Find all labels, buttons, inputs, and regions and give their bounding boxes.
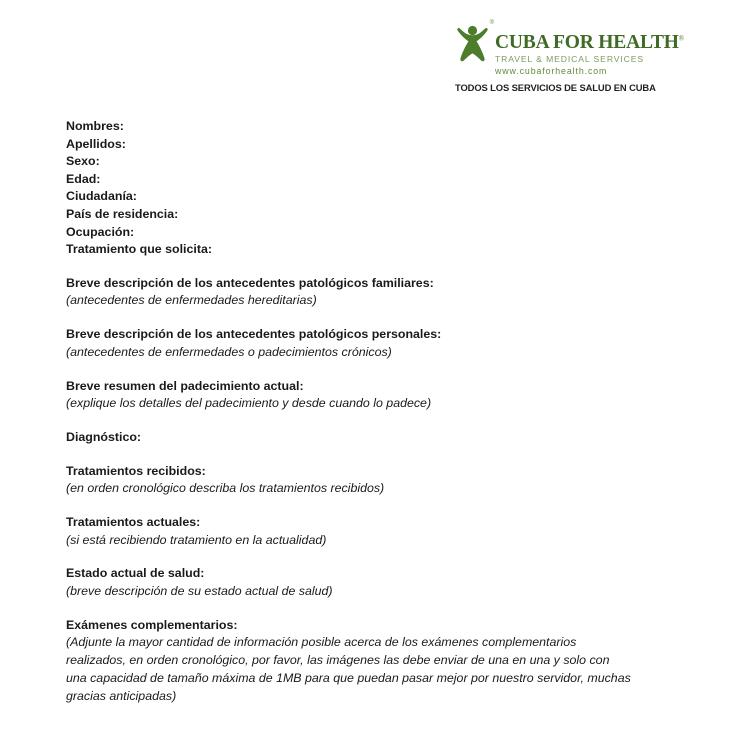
field-label-edad: Edad: bbox=[66, 171, 101, 186]
logo-brand-text: CUBA FOR HEALTH bbox=[495, 32, 679, 53]
personal-fields-list bbox=[66, 118, 686, 259]
section-note: (Adjunte la mayor cantidad de información posible acerca de los exámenes complementarios realizados, en orden cronológico, por favor, las imágenes las debe enviar de una en una y solo con una capacidad de tamaño máxima de 1MB para que puedan pasar mejor por nuestro servidor, muchas gracias anticipadas) bbox=[66, 635, 631, 703]
form-body bbox=[66, 118, 686, 705]
logo-tagline: TODOS LOS SERVICIOS DE SALUD EN CUBA bbox=[455, 81, 656, 93]
section-note: (antecedentes de enfermedades o padecimientos crónicos) bbox=[66, 344, 392, 359]
section-padecimiento-actual bbox=[66, 378, 686, 413]
section-examenes-complementarios bbox=[66, 617, 686, 706]
section-heading: Exámenes complementarios: bbox=[66, 617, 238, 632]
field-label-sexo: Sexo: bbox=[66, 154, 100, 169]
person-figure-icon bbox=[455, 20, 494, 72]
section-heading: Breve descripción de los antecedentes patológicos familiares: bbox=[66, 275, 434, 290]
section-note: (antecedentes de enfermedades hereditarias) bbox=[66, 293, 317, 308]
section-tratamientos-actuales bbox=[66, 514, 686, 549]
field-label-ocupacion: Ocupación: bbox=[66, 224, 135, 239]
section-heading: Tratamientos actuales: bbox=[66, 514, 201, 529]
logo-registered-mark: ® bbox=[678, 34, 684, 43]
section-note: (si está recibiendo tratamiento en la actualidad) bbox=[66, 532, 327, 547]
field-label-tratamiento-solicita: Tratamiento que solicita: bbox=[66, 242, 212, 257]
section-heading: Breve descripción de los antecedentes patológicos personales: bbox=[66, 327, 442, 342]
section-estado-actual-salud bbox=[66, 565, 686, 600]
section-heading: Estado actual de salud: bbox=[66, 566, 205, 581]
section-note: (breve descripción de su estado actual de salud) bbox=[66, 583, 333, 598]
section-antecedentes-personales bbox=[66, 326, 686, 361]
logo-brand-name bbox=[495, 33, 684, 53]
section-tratamientos-recibidos bbox=[66, 463, 686, 498]
logo-subtitle: TRAVEL & MEDICAL SERVICES bbox=[495, 53, 645, 64]
field-label-ciudadania: Ciudadanía: bbox=[66, 189, 137, 204]
section-note: (explique los detalles del padecimiento y desde cuando lo padece) bbox=[66, 396, 432, 411]
section-antecedentes-familiares bbox=[66, 275, 686, 310]
cuba-for-health-logo bbox=[455, 20, 684, 93]
section-heading: Breve resumen del padecimiento actual: bbox=[66, 378, 304, 393]
section-heading: Tratamientos recibidos: bbox=[66, 463, 206, 478]
logo-website: www.cubaforhealth.com bbox=[495, 66, 608, 77]
document-header bbox=[0, 0, 754, 100]
field-label-apellidos: Apellidos: bbox=[66, 136, 126, 151]
field-label-nombres: Nombres: bbox=[66, 119, 124, 133]
section-diagnostico bbox=[66, 429, 686, 447]
field-label-pais-residencia: País de residencia: bbox=[66, 206, 179, 221]
logo-registered-mark-top: ® bbox=[489, 20, 494, 26]
section-heading: Diagnóstico: bbox=[66, 429, 142, 444]
section-note: (en orden cronológico describa los tratamientos recibidos) bbox=[66, 481, 385, 496]
